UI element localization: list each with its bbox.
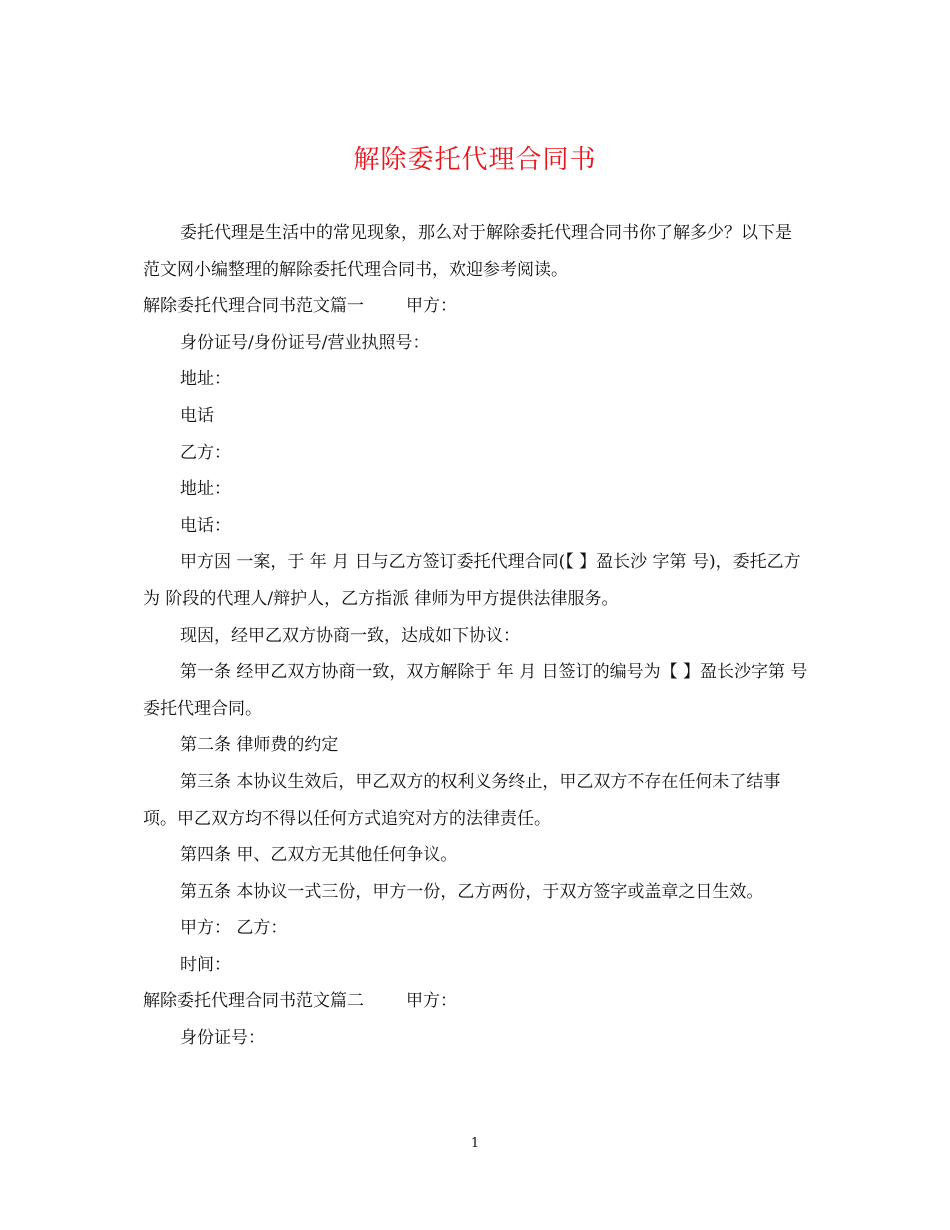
document-title: 解除委托代理合同书 xyxy=(353,145,597,175)
signature-line: 甲方： 乙方： xyxy=(180,918,288,939)
address-a-line: 地址： xyxy=(180,369,231,390)
article-5: 第五条 本协议一式三份，甲方一份，乙方两份，于双方签字或盖章之日生效。 xyxy=(180,881,764,902)
address-b-line: 地址： xyxy=(180,479,231,500)
section-1-title: 解除委托代理合同书范文篇一 xyxy=(143,296,364,317)
id-number-2-line: 身份证号： xyxy=(180,1028,265,1049)
section-1-party-a: 甲方： xyxy=(406,296,457,317)
document-body xyxy=(143,215,808,1057)
section-1-heading xyxy=(143,288,808,325)
phone-b-line: 电话： xyxy=(180,515,231,536)
section-2-heading xyxy=(143,983,808,1020)
party-b-line: 乙方： xyxy=(180,442,231,463)
intro-paragraph: 委托代理是生活中的常见现象，那么对于解除委托代理合同书你了解多少？以下是范文网小编整理的解除委托代理合同书，欢迎参考阅读。 xyxy=(143,223,792,280)
section-2-party-a: 甲方： xyxy=(406,991,457,1012)
article-1: 第一条 经甲乙双方协商一致，双方解除于 年 月 日签订的编号为【 】盈长沙字第 号委托代理合同。 xyxy=(143,662,808,719)
id-number-line: 身份证号/身份证号/营业执照号： xyxy=(180,332,430,353)
time-line: 时间： xyxy=(180,954,231,975)
article-3: 第三条 本协议生效后，甲乙双方的权利义务终止，甲乙双方不存在任何未了结事项。甲乙双方均不得以任何方式追究对方的法律责任。 xyxy=(143,771,781,829)
section-2-title: 解除委托代理合同书范文篇二 xyxy=(143,991,364,1012)
case-paragraph: 甲方因 一案，于 年 月 日与乙方签订委托代理合同(【 】盈长沙 字第 号)，委托乙方为 阶段的代理人/辩护人，乙方指派 律师为甲方提供法律服务。 xyxy=(143,552,801,609)
agreement-intro: 现因，经甲乙双方协商一致，达成如下协议： xyxy=(180,625,520,646)
phone-a-line: 电话 xyxy=(180,405,214,426)
page-number: 1 xyxy=(470,1136,480,1151)
article-2: 第二条 律师费的约定 xyxy=(180,735,339,756)
article-4: 第四条 甲、乙双方无其他任何争议。 xyxy=(180,845,458,866)
